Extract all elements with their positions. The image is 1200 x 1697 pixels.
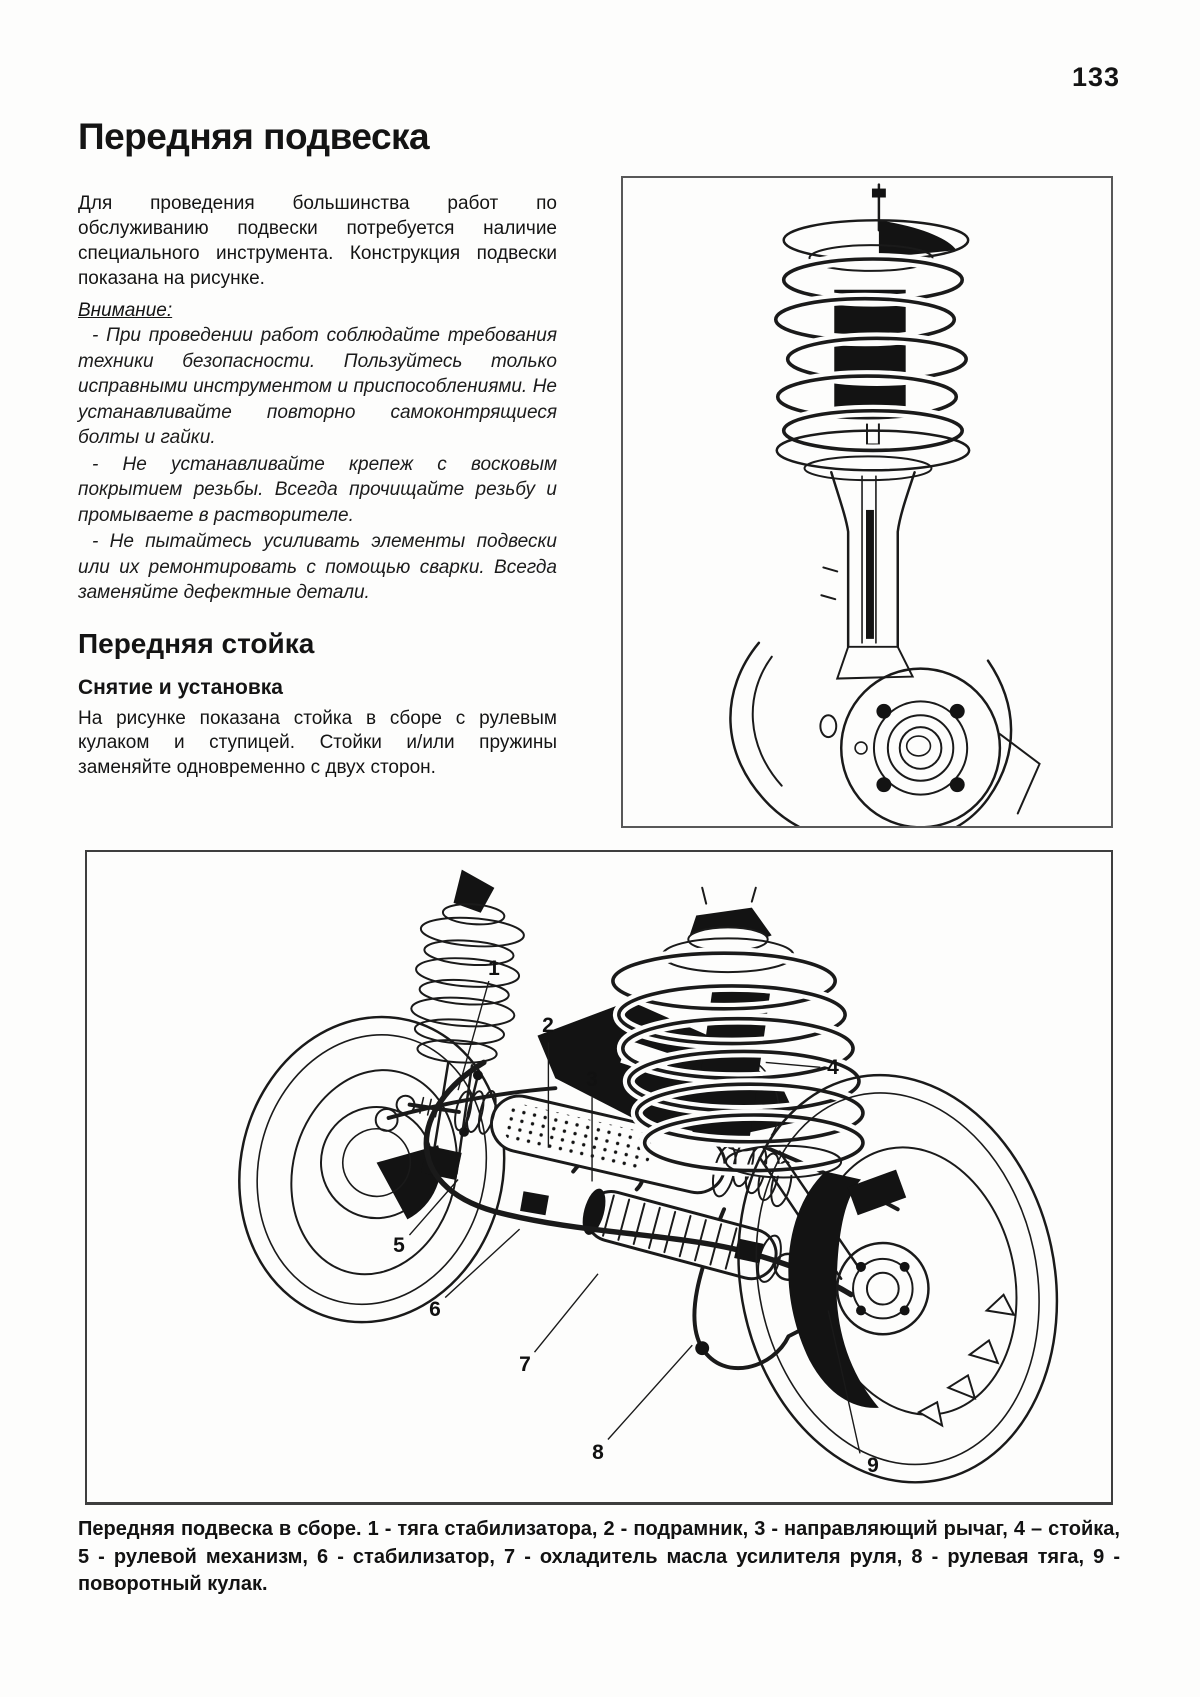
callout-4: 4	[827, 1056, 839, 1079]
right-strut-spring	[613, 888, 863, 1178]
callout-3: 3	[586, 1068, 598, 1091]
page-title: Передняя подвеска	[78, 116, 430, 157]
section-paragraph: На рисунке показана стойка в сборе с рулевым кулаком и ступицей. Стойки и/или пружины заменяйте одновременно с двух сторон.	[78, 707, 557, 778]
page-number: 133	[1071, 62, 1120, 92]
intro-paragraph: Для проведения большинства работ по обслуживанию подвески потребуется наличие специального инструмента. Конструкция подвески показана на рисунке.	[78, 193, 557, 289]
strut-tube	[821, 472, 914, 678]
strut-assembly-drawing	[623, 178, 1111, 826]
splash-shield	[730, 643, 1039, 826]
callout-8: 8	[592, 1441, 604, 1464]
warning-item: - При проведении работ соблюдайте требования техники безопасности. Пользуйтесь только исправными инструментом и приспособлениями. Не устанавливайте повторно самоконтрящиеся болты и гайки.	[78, 325, 557, 448]
callout-1: 1	[488, 957, 500, 980]
text-column	[78, 116, 557, 780]
section-title: Передняя стойка	[78, 627, 315, 659]
callout-6: 6	[429, 1298, 441, 1321]
strut-figure	[621, 176, 1113, 828]
warning-item: - Не пытайтесь усиливать элементы подвески или их ремонтировать с помощью сварки. Всегда заменяйте дефектные детали.	[78, 531, 557, 603]
callout-2: 2	[542, 1014, 554, 1037]
warning-label: Внимание:	[78, 300, 173, 321]
warning-item: - Не устанавливайте крепеж с восковым покрытием резьбы. Всегда прочищайте резьбу и промываете в растворителе.	[78, 453, 557, 526]
callout-5: 5	[393, 1234, 405, 1257]
right-knuckle	[788, 1170, 928, 1408]
suspension-assembly-drawing	[87, 852, 1111, 1502]
wheel-hub	[841, 669, 1000, 826]
callout-7: 7	[519, 1353, 531, 1376]
suspension-figure	[85, 850, 1113, 1505]
section-subtitle: Снятие и установка	[78, 675, 283, 699]
callout-9: 9	[867, 1454, 879, 1477]
figure-caption: Передняя подвеска в сборе. 1 - тяга стабилизатора, 2 - подрамник, 3 - направляющий рычаг, 4 – стойка, 5 - рулевой механизм, 6 - стабилизатор, 7 - охладитель масла усилителя руля, 8 - рулевая тяга, 9 - поворотный кулак.	[78, 1518, 1120, 1595]
